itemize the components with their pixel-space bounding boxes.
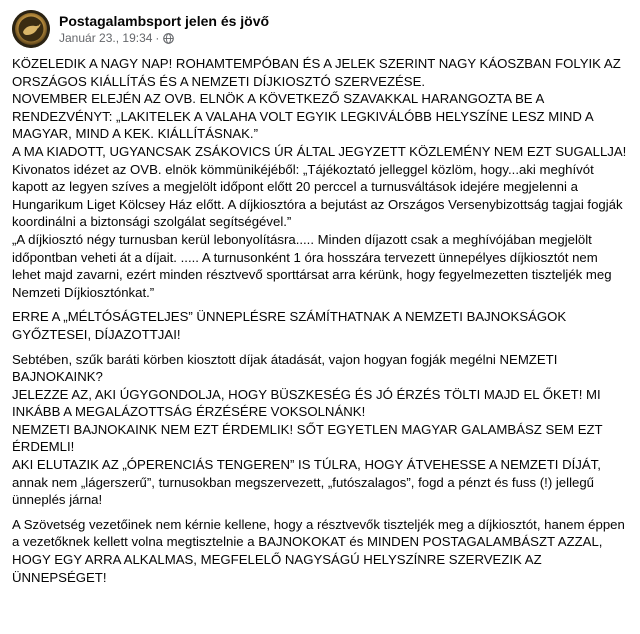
text-line: AKI ELUTAZIK AZ „ÓPERENCIÁS TENGEREN” IS TÚLRA, HOGY ÁTVEHESSE A NEMZETI DÍJÁT, annak nem „lágerszerű”, turnusokban megszervezett, „futószalagos”, fogd a pénzt és fuss (!) jellegű ünneplés járna!	[12, 457, 601, 508]
paragraph-1	[12, 55, 628, 301]
post-time-separator: ,	[115, 31, 123, 45]
text-line: A Szövetség vezetőinek nem kérnie kellene, hogy a résztvevők tiszteljék meg a díjkiosztót, hanem éppen a vezetőknek kellett volna megtisztelnie a BAJNOKOKAT és MINDEN POSTAGALAMBÁSZT AZZAL, HOGY EGY ARRA ALKALMAS, MEGFELELŐ NAGYSÁGÚ HELYSZÍNRE SZERVEZIK AZ ÜNNEPSÉGET!	[12, 516, 625, 585]
text-line: NEMZETI BAJNOKAINK NEM EZT ÉRDEMLIK! SŐT EGYETLEN MAGYAR GALAMBÁSZ SEM EZT ÉRDEMLI!	[12, 421, 603, 455]
text-line: „A díjkiosztó négy turnusban kerül lebonyolításra..... Minden díjazott csak a meghívójában megjelölt időpontban veheti át a díjait. ..... A turnusonként 1 óra hosszára tervezett ünnepélyes díjkiosztót nem lehet majd zavarni, ezért minden résztvevő sporttársat arra kérünk, hogy fegyelmezetten tiszteljék meg Nemzeti Díjkiosztónkat.”	[12, 231, 612, 300]
paragraph-3	[12, 351, 628, 509]
meta-separator: ·	[155, 31, 160, 45]
post-meta	[59, 30, 269, 46]
text-line: Sebtében, szűk baráti körben kiosztott díjak átadását, vajon hogyan fogják megélni NEMZETI BAJNOKAINK?	[12, 351, 558, 385]
text-line: KÖZELEDIK A NAGY NAP! ROHAMTEMPÓBAN ÉS A JELEK SZERINT NAGY KÁOSZBAN FOLYIK AZ ORSZÁGOS KIÁLLÍTÁS ÉS A NEMZETI DÍJKIOSZTÓ SZERVEZÉSE.	[12, 56, 621, 89]
text-line: Kivonatos idézet az OVB. elnök kömmünikéjéből: „Tájékoztató jelleggel közlöm, hogy...aki meghívót kapott az legyen szíves a megjelölt időpont előtt 20 perccel a turnusváltások idejére megjelenni a Hungarikum Liget Kölcsey Ház előtt. A díjkiosztóra a bejutást az Országos Versenybizottság tagjai fogják koordinálni a biztonsági szolgálat segítségével.”	[12, 161, 623, 230]
paragraph-4	[12, 516, 628, 586]
text-line: A MA KIADOTT, UGYANCSAK ZSÁKOVICS ÚR ÁLTAL JEGYZETT KÖZLEMÉNY NEM EZT SUGALLJA!	[12, 143, 627, 159]
pigeon-logo	[12, 10, 50, 48]
post-header	[12, 10, 628, 48]
post-time[interactable]: 19:34	[122, 31, 153, 45]
text-line: ERRE A „MÉLTÓSÁGTELJES” ÜNNEPLÉSRE SZÁMÍTHATNAK A NEMZETI BAJNOKSÁGOK GYŐZTESEI, DÍJAZOTTJAI!	[12, 309, 567, 342]
post-body	[12, 55, 628, 586]
header-text	[59, 12, 269, 46]
text-line: JELEZZE AZ, AKI ÚGYGONDOLJA, HOGY BÜSZKESÉG ÉS JÓ ÉRZÉS TÖLTI MAJD EL ŐKET! MI INKÁBB A MEGALÁZOTTSÁG ÉRZÉSÉRE VOKSOLNÁNK!	[12, 386, 601, 420]
page-avatar[interactable]	[12, 10, 50, 48]
page-name-link[interactable]: Postagalambsport jelen és jövő	[59, 13, 270, 29]
paragraph-2	[12, 308, 628, 343]
globe-icon[interactable]	[163, 33, 174, 44]
text-line: NOVEMBER ELEJÉN AZ OVB. ELNÖK A KÖVETKEZŐ SZAVAKKAL HARANGOZTA BE A RENDEZVÉNYT: „LAKITELEK A VALAHA VOLT EGYIK LEGKIVÁLÓBB HELYSZÍNE LESZ MIND A MAGYAR, MIND A KEK. KIÁLLÍTÁSNAK.”	[12, 91, 593, 142]
post-date[interactable]: Január 23.	[59, 31, 116, 45]
